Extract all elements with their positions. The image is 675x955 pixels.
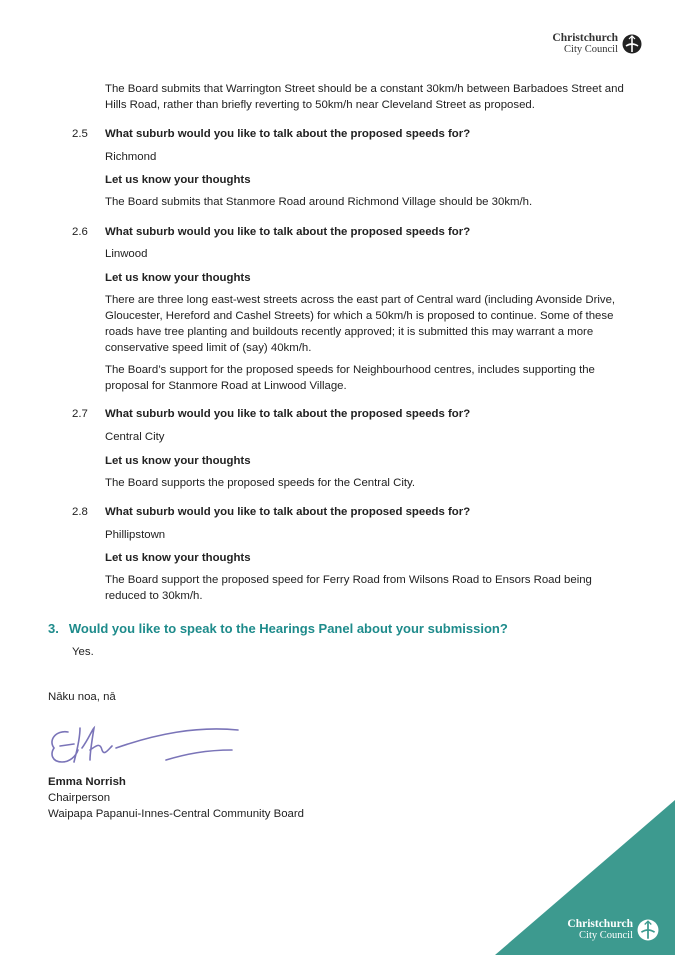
signer-name: Emma Norrish	[48, 776, 126, 788]
section-number: 3.	[48, 621, 59, 636]
signer-organisation: Waipapa Papanui-Innes-Central Community Board	[48, 808, 304, 820]
signer-role: Chairperson	[48, 792, 111, 804]
section-title: Would you like to speak to the Hearings Panel about your submission?	[68, 621, 508, 636]
thoughts-label: Let us know your thoughts	[105, 174, 251, 186]
item-number: 2.6	[72, 226, 88, 238]
item-paragraph: The Board support the proposed speed for Ferry Road from Wilsons Road to Ensors Road being reduced to 30km/h.	[105, 574, 592, 602]
item-question: What suburb would you like to talk about the proposed speeds for?	[105, 408, 471, 420]
item-paragraph: The Board’s support for the proposed speeds for Neighbourhood centres, includes supporting the proposal for Stanmore Road at Linwood Village.	[105, 364, 595, 392]
council-logo-footer	[567, 919, 659, 941]
logo-line-2: City Council	[579, 930, 633, 941]
intro-paragraph: The Board submits that Warrington Street should be a constant 30km/h between Barbadoes Street and Hills Road, rather than briefly reverting to 50km/h near Cleveland Street as proposed.	[105, 83, 624, 111]
section-3-heading	[48, 620, 508, 637]
item-suburb: Linwood	[105, 248, 148, 260]
logo-wordmark	[567, 919, 633, 941]
cathedral-logo-icon	[622, 34, 642, 54]
logo-line-2: City Council	[564, 44, 618, 55]
item-paragraph: There are three long east-west streets across the east part of Central ward (including Avonside Drive, Gloucester, Hereford and Cashel Streets) for which a 50km/h is proposed to continue. Some of these roads have tree planting and buildouts recently approved; it is submitted this may warrant a more conservative speed limit of (say) 40km/h.	[105, 294, 616, 354]
item-suburb: Richmond	[105, 151, 157, 163]
section-3-answer: Yes.	[72, 646, 94, 658]
thoughts-label: Let us know your thoughts	[105, 552, 251, 564]
item-number: 2.8	[72, 506, 88, 518]
thoughts-label: Let us know your thoughts	[105, 455, 251, 467]
signature-image	[46, 720, 246, 770]
item-number: 2.7	[72, 408, 88, 420]
signoff: Nāku noa, nā	[48, 691, 116, 703]
item-suburb: Central City	[105, 431, 165, 443]
item-question: What suburb would you like to talk about the proposed speeds for?	[105, 506, 471, 518]
cathedral-logo-icon	[637, 919, 659, 941]
thoughts-label: Let us know your thoughts	[105, 272, 251, 284]
item-paragraph: The Board submits that Stanmore Road around Richmond Village should be 30km/h.	[105, 196, 533, 208]
item-question: What suburb would you like to talk about the proposed speeds for?	[105, 128, 471, 140]
logo-line-1: Christchurch	[567, 918, 633, 930]
item-question: What suburb would you like to talk about the proposed speeds for?	[105, 226, 471, 238]
item-suburb: Phillipstown	[105, 529, 166, 541]
council-logo-header	[552, 33, 642, 55]
logo-line-1: Christchurch	[552, 32, 618, 44]
item-number: 2.5	[72, 128, 88, 140]
item-paragraph: The Board supports the proposed speeds for the Central City.	[105, 477, 416, 489]
logo-wordmark	[552, 33, 618, 55]
